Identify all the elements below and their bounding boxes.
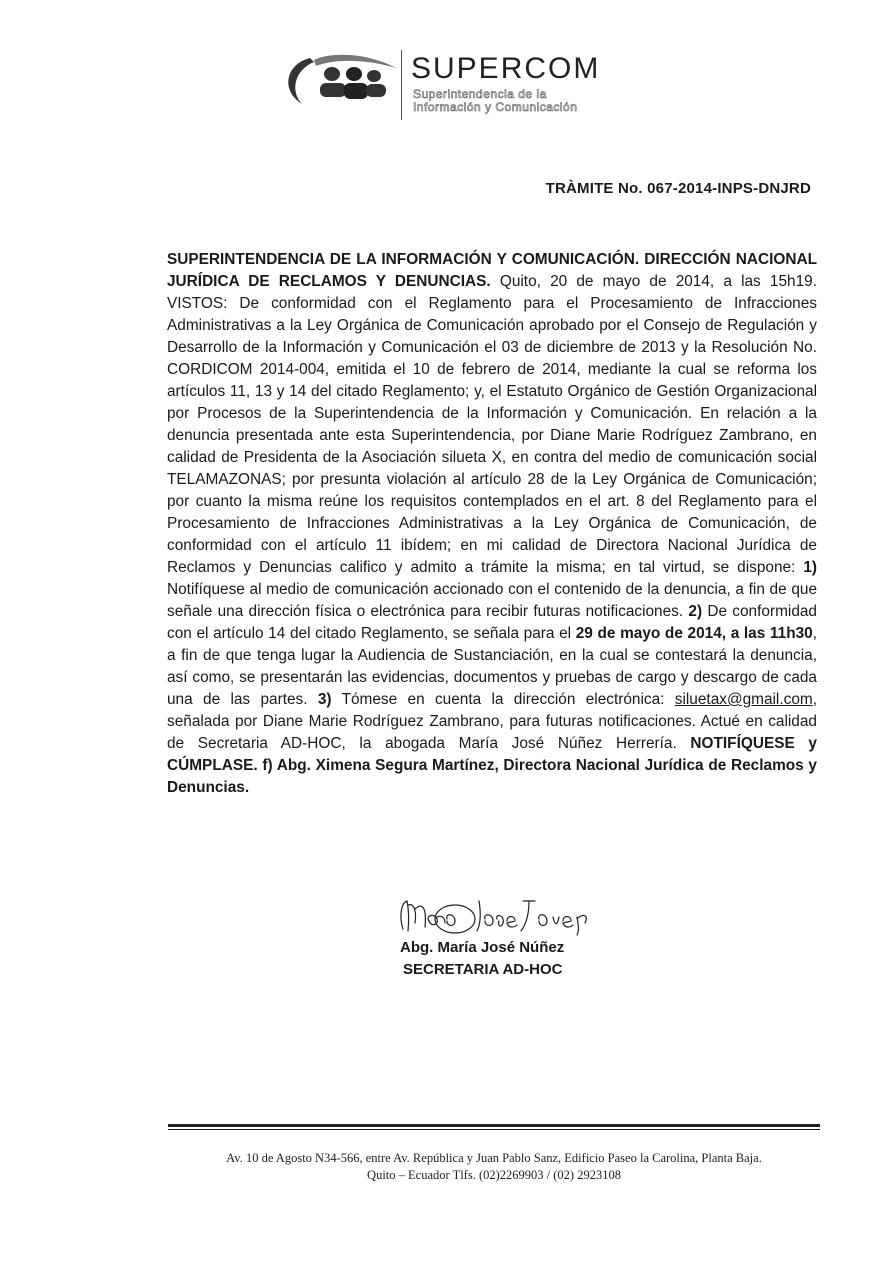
footer-contact	[168, 1150, 820, 1184]
item-number-1: 1)	[803, 559, 817, 576]
lead-heading: SUPERINTENDENCIA DE LA INFORMACIÓN Y COMUNICACIÓN. DIRECCIÓN NACIONAL JURÍDICA DE RECLAMOS Y DENUNCIAS.	[167, 251, 817, 290]
org-subtitle	[413, 88, 577, 114]
body-part-3: De conformidad con el artículo 14 del citado Reglamento, se señala para el	[167, 603, 817, 642]
item-number-3: 3)	[317, 691, 332, 708]
supercom-emblem-icon	[280, 50, 402, 110]
handwritten-signature	[395, 895, 595, 943]
org-subtitle-line-1: Superintendencia de la	[413, 87, 547, 101]
footer-rule-thin	[168, 1129, 820, 1130]
logo-divider	[401, 50, 402, 120]
footer-phones: Quito – Ecuador Tlfs. (02)2269903 / (02) 2923108	[367, 1168, 621, 1182]
body-part-2: Notifíquese al medio de comunicación accionado con el contenido de la denuncia, a fin de que señale una dirección física o electrónica para recibir futuras notificaciones.	[167, 581, 817, 620]
email-link[interactable]: siluetax@gmail.com	[674, 691, 813, 708]
item-number-2: 2)	[688, 603, 703, 620]
signature-block	[395, 895, 635, 995]
body-part-6: , señalada por Diane Marie Rodríguez Zambrano, para futuras notificaciones. Actué en calidad de Secretaria AD-HOC, la abogada María José Núñez Herrería.	[167, 691, 817, 752]
signatory-role: SECRETARIA AD-HOC	[403, 961, 563, 978]
tramite-number: TRÀMITE No. 067-2014-INPS-DNJRD	[545, 180, 811, 197]
org-subtitle-line-2: Información y Comunicación	[413, 100, 578, 114]
org-name: SUPERCOM	[411, 52, 601, 85]
body-part-4: , a fin de que tenga lugar la Audiencia de Sustanciación, en la cual se contestará la denuncia, así como, se presentarán las evidencias, documentos y pruebas de cargo y descargo de cada una de las partes.	[167, 625, 818, 708]
resolution-body	[167, 249, 817, 799]
signatory-name: Abg. María José Núñez	[400, 939, 565, 956]
footer-divider	[168, 1124, 820, 1130]
hearing-date: 29 de mayo de 2014, a las 11h30	[575, 625, 813, 642]
footer-address: Av. 10 de Agosto N34-566, entre Av. República y Juan Pablo Sanz, Edificio Paseo la Carolina, Planta Baja.	[226, 1151, 762, 1165]
footer-rule-thick	[168, 1124, 820, 1127]
body-part-5: Tómese en cuenta la dirección electrónica:	[331, 691, 675, 708]
body-part-1: Quito, 20 de mayo de 2014, a las 15h19. VISTOS: De conformidad con el Reglamento para el Procesamiento de Infracciones Administrativas a la Ley Orgánica de Comunicación aprobado por el Consejo de Regulación y Desarrollo de la Información y Comunicación el 03 de diciembre de 2013 y la Resolución No. CORDICOM 2014-004, emitida el 10 de febrero de 2014, mediante la cual se reforma los artículos 11, 13 y 14 del citado Reglamento; y, el Estatuto Orgánico de Gestión Organizacional por Procesos de la Superintendencia de la Información y Comunicación. En relación a la denuncia presentada ante esta Superintendencia, por Diane Marie Rodríguez Zambrano, en calidad de Presidenta de la Asociación silueta X, en contra del medio de comunicación social TELAMAZONAS; por presunta violación al artículo 28 de la Ley Orgánica de Comunicación; por cuanto la misma reúne los requisitos contemplados en el art. 8 del Reglamento para el Procesamiento de Infracciones Administrativas a la Ley Orgánica de Comunicación, de conformidad con el artículo 11 ibídem; en mi calidad de Directora Nacional Jurídica de Reclamos y Denuncias califico y admito a trámite la misma; en tal virtud, se dispone:	[167, 273, 817, 576]
closing-statement: NOTIFÍQUESE y CÚMPLASE. f) Abg. Ximena Segura Martínez, Directora Nacional Jurídica de Reclamos y Denuncias.	[167, 735, 817, 796]
supercom-logo	[280, 50, 720, 126]
